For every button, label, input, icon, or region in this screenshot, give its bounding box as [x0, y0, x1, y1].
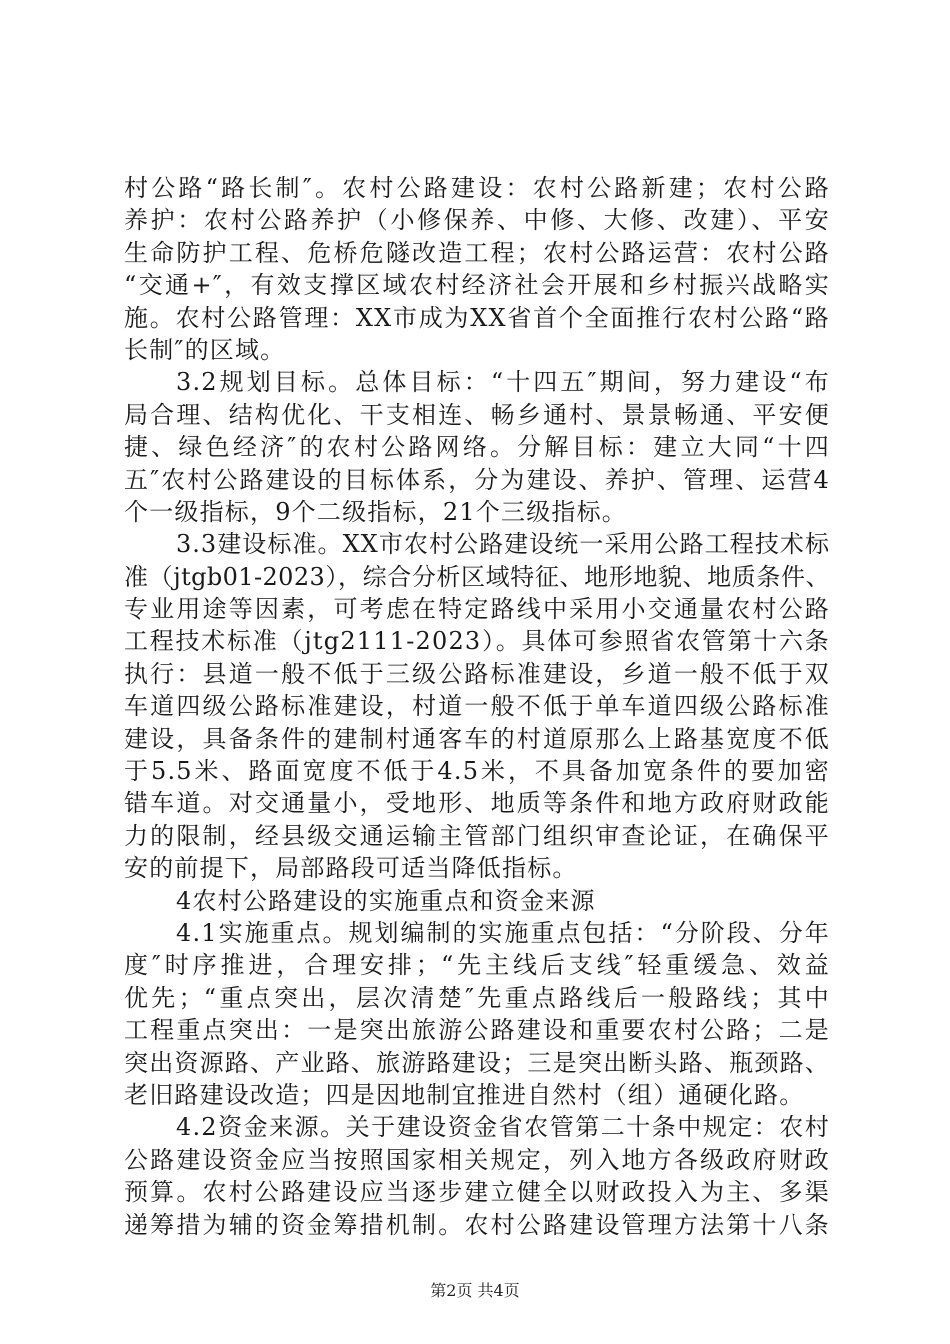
text-line: 老旧路建设改造；四是因地制宜推进自然村（组）通硬化路。	[124, 1080, 805, 1109]
text-line: 村公路“路长制″。农村公路建设：农村公路新建；农村公路	[124, 174, 830, 202]
text-line: 预算。农村公路建设应当逐步建立健全以财政投入为主、多渠	[124, 1178, 830, 1207]
text-line: 工程重点突出：一是突出旅游公路建设和重要农村公路；二是	[124, 1016, 830, 1045]
text-line: 优先；“重点突出，层次清楚″先重点路线后一般路线；其中	[124, 983, 830, 1012]
page-number-footer: 第2页 共4页	[430, 1281, 520, 1300]
section-4-2-heading-line: 4.2资金来源。关于建设资金省农管第二十条中规定：农村	[176, 1113, 830, 1142]
text-line: 生命防护工程、危桥危隧改造工程；农村公路运营：农村公路	[124, 238, 830, 267]
section-3-3-heading-line: 3.3建设标准。XX市农村公路建设统一采用公路工程技术标	[176, 530, 830, 559]
text-line: 专业用途等因素，可考虑在特定路线中采用小交通量农村公路	[124, 595, 830, 624]
text-line: 递筹措为辅的资金筹措机制。农村公路建设管理方法第十八条	[124, 1210, 830, 1239]
text-line: 执行：县道一般不低于三级公路标准建设，乡道一般不低于双	[124, 659, 830, 688]
text-line: 五″农村公路建设的目标体系，分为建设、养护、管理、运营4	[124, 465, 830, 494]
text-line: 养护：农村公路养护（小修保养、中修、大修、改建）、平安	[124, 206, 830, 235]
text-line: 于5.5米、路面宽度不低于4.5米，不具备加宽条件的要加密	[124, 757, 830, 786]
section-4-1-heading-line: 4.1实施重点。规划编制的实施重点包括：“分阶段、分年	[176, 918, 830, 947]
text-line: 长制″的区域。	[124, 335, 286, 364]
document-body	[124, 172, 830, 1241]
text-line: 度″时序推进，合理安排；“先主线后支线″轻重缓急、效益	[124, 951, 830, 980]
text-line: 准（jtgb01-2023），综合分析区域特征、地形地貌、地质条件、	[124, 562, 830, 591]
text-line: 突出资源路、产业路、旅游路建设；三是突出断头路、瓶颈路、	[124, 1048, 830, 1077]
text-line: 施。农村公路管理：XX市成为XX省首个全面推行农村公路“路	[124, 303, 830, 332]
text-line: “交通+″，有效支撑区域农村经济社会开展和乡村振兴战略实	[124, 271, 830, 300]
text-line: 错车道。对交通量小，受地形、地质等条件和地方政府财政能	[124, 789, 830, 818]
text-line: 工程技术标准（jtg2111-2023）。具体可参照省农管第十六条	[124, 627, 830, 656]
text-line: 建设，具备条件的建制村通客车的村道原那么上路基宽度不低	[124, 724, 830, 753]
text-line: 车道四级公路标准建设，村道一般不低于单车道四级公路标准	[124, 692, 830, 721]
text-line: 公路建设资金应当按照国家相关规定，列入地方各级政府财政	[124, 1145, 830, 1174]
section-3-2-heading-line: 3.2规划目标。总体目标：“十四五″期间，努力建设“布	[176, 368, 830, 397]
section-4-heading: 4农村公路建设的实施重点和资金来源	[176, 886, 596, 915]
text-line: 安的前提下，局部路段可适当降低指标。	[124, 854, 578, 883]
text-line: 力的限制，经县级交通运输主管部门组织审查论证，在确保平	[124, 821, 830, 850]
text-line: 个一级指标，9个二级指标，21个三级指标。	[124, 497, 628, 526]
text-line: 捷、绿色经济″的农村公路网络。分解目标：建立大同“十四	[124, 433, 830, 462]
text-line: 局合理、结构优化、干支相连、畅乡通村、景景畅通、平安便	[124, 400, 830, 429]
